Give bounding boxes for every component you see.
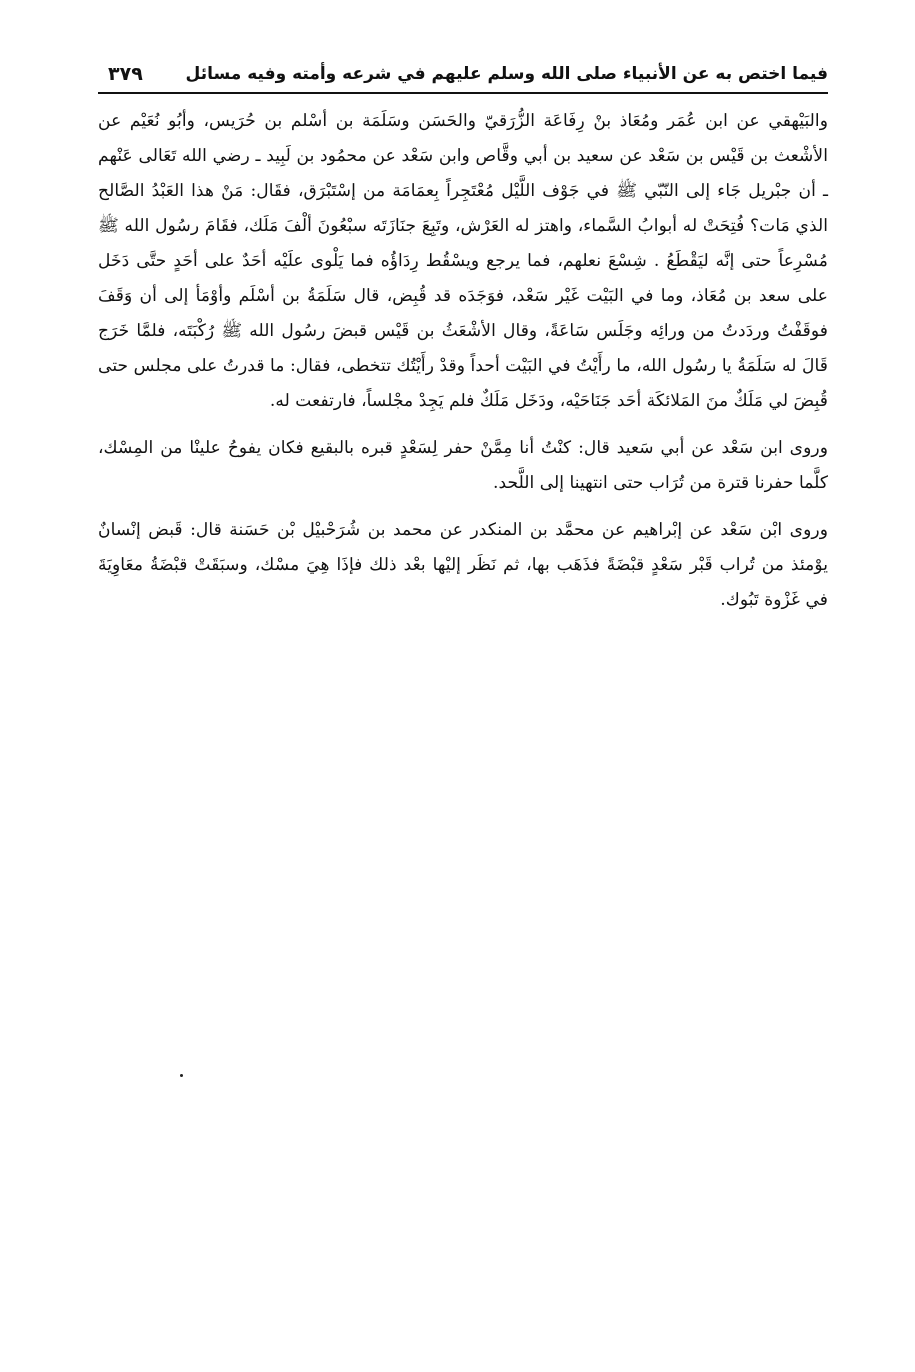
header-divider — [98, 92, 828, 94]
main-text — [98, 104, 828, 618]
header-title: فيما اختص به عن الأنبياء صلى الله وسلم عليهم في شرعه وأمته وفيه مسائل — [185, 64, 828, 84]
paragraph-2: وروى ابن سَعْد عن أبي سَعيد قال: كنْتُ أنا مِمَّنْ حفر لِسَعْدٍ قبره بالبقيع فكان يفوحُ علينْا من المِسْك، كلَّما حفرنا قترة من تُرَاب حتى انتهينا إلى اللَّحد. — [98, 438, 828, 493]
scan-speck — [180, 1074, 183, 1077]
paragraph-1: والبَيْهقي عن ابن عُمَر ومُعَاذ بنْ رِفَاعَة الزُّرَقيّ والحَسَن وسَلَمَة بن أسْلم بن حُرَيس، وأبُو نُعَيْم عن الأشْعث بن قَيْس بن سَعْد عن سعيد بن أبي وقَّاص وابن سَعْد عن محمُود بن لَبِيد ـ رضي الله تَعَالى عَنْهم ـ أن جبْريل جَاء إلى النّبّي ﷺ في جَوْف اللَّيْل مُعْتَجِراً بِعمَامَة من إسْتَبْرَق، فقَال: مَنْ هذا العَبْدُ الصَّالح الذي مَات؟ فُتِحَتْ له أبوابُ السَّماء، واهتز له العَرْش، وتَبِعَ جنَازَتَه سبْعُونَ ألْفَ مَلَك، فقَامَ رسُول الله ﷺ مُسْرِعاً حتى إنَّه ليَقْطَعُ . شِسْعَ نعلهم، فما يرجع ويسْقُط رِدَاؤُه فما يَلْوى علَيْه أحَدٌ على أحَدٍ حتَّى دَخَل على سعد بن مُعَاذ، وما في البَيْت غَيْر سَعْد، فوَجَدَه قد قُبِض، قال سَلَمَةُ بن أسْلَم وأوْمَأ إلى أن وَقَفَ فوقَفْتُ وردَدتُ من ورائِه وجَلَس سَاعَةً، وقال الأشْعَثُ بن قَيْس قبضَ رسُول الله ﷺ رُكْبَتَه، فلمَّا خَرَج قَالَ له سَلَمَةُ يا رسُول الله، ما رأَيْتُ في البَيْت أحداً وقدْ رأَيْتُك تتخطى، فقال: ما قدرتُ على مجلس حتى قُبِضَ لي مَلَكٌ منَ المَلائكَة أحَد جَنَاحَيْه، ودَخَل مَلَكٌ فلم يَجِدْ مجْلساً، فارتفعت له. — [98, 111, 828, 411]
paragraph-3: وروى ابْن سَعْد عن إبْراهيم عن محمَّد بن المنكدر عن محمد بن شُرَحْبيْل بْن حَسَنة قال: قَبض إنْسانٌ يوْمئذ من تُراب قَبْر سَعْدٍ قبْضَةً فذَهَب بها، ثم نَظَر إليْها بعْد ذلك فإذَا هِيَ مسْك، وسبَقَتْ قبْضَةُ معَاوِيَةَ في غَزْوة تَبُوك. — [98, 520, 828, 610]
running-header — [98, 56, 828, 92]
page-number: ٣٧٩ — [108, 63, 143, 85]
